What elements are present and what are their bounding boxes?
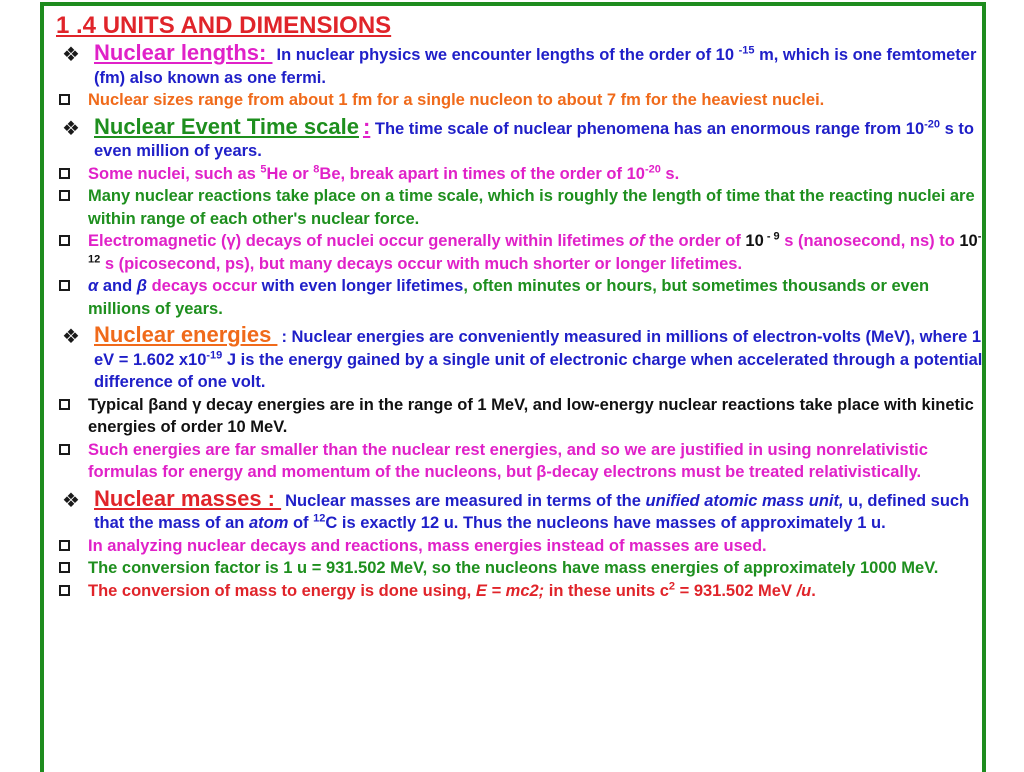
checkbox-icon: [59, 235, 70, 246]
heading-colon: :: [362, 113, 371, 139]
exponent: 2: [668, 580, 676, 592]
item-text: 10: [959, 232, 978, 250]
item-text: Some nuclei, such as: [88, 164, 261, 183]
slide-frame: [40, 2, 986, 772]
item-text: Such energies are far smaller than the nuclear rest energies, and so we are justified in using nonrelativistic formulas for energy and momentum of the nucleons, but β-decay electrons must be treated relativistically.: [88, 440, 928, 481]
alpha-symbol: α: [88, 277, 99, 295]
lead-text: : Nuclear energies are conveniently measured in millions of electron-volts (MeV), where 1 eV = 1.602 x10: [94, 328, 982, 369]
checkbox-icon: [59, 540, 70, 551]
four-diamond-icon: ❖: [62, 117, 80, 140]
section-heading: Nuclear lengths:: [94, 40, 273, 65]
item-text: with even longer lifetimes: [257, 277, 464, 295]
checkbox-icon: [59, 168, 70, 179]
item-text: Electromagnetic (γ) decays of nuclei occur generally within lifetimes: [88, 232, 629, 250]
checkbox-icon: [59, 444, 70, 455]
exponent: -20: [924, 118, 941, 130]
list-item: [56, 580, 986, 603]
checkbox-icon: [59, 562, 70, 573]
checkbox-icon: [59, 94, 70, 105]
checkbox-icon: [59, 190, 70, 201]
item-text: Typical βand γ decay energies are in the range of 1 MeV, and low-energy nuclear reactions take place with kinetic energies of order 10 MeV.: [88, 395, 974, 436]
section-heading: Nuclear energies: [94, 322, 278, 347]
lead-text: m, which is one femtometer (fm) also known as one fermi.: [94, 46, 977, 87]
lead-text: The time scale of nuclear phenomena has an enormous range from 10: [370, 119, 925, 138]
item-text: s (nanosecond, ns) to: [779, 232, 960, 250]
item-text: He or: [266, 164, 314, 183]
lead-text: s to even million of years.: [94, 119, 974, 160]
item-text: = 931.502 MeV: [675, 581, 797, 600]
list-item: [56, 275, 986, 320]
lead-text: u, defined such that the mass of an: [94, 491, 970, 532]
item-text: Be, break apart in times of the order of 10: [319, 164, 645, 183]
exponent: -20: [644, 163, 661, 175]
exponent: -15: [738, 44, 755, 57]
item-text: s.: [660, 164, 680, 183]
exponent: 8: [313, 163, 320, 175]
item-text: in these units c: [544, 581, 669, 600]
exponent: -19: [206, 349, 223, 361]
item-text: decays occur: [147, 277, 258, 295]
list-item: [56, 439, 986, 484]
four-diamond-icon: ❖: [62, 44, 80, 66]
list-item: [56, 394, 986, 439]
item-text: s (picosecond, ps), but many decays occur with much shorter or longer lifetimes.: [100, 254, 743, 273]
checkbox-icon: [59, 585, 70, 596]
exponent: -12: [88, 230, 982, 265]
item-text: .: [811, 581, 816, 600]
item-text: The conversion of mass to energy is done using,: [88, 581, 476, 600]
section-nuclear-lengths: [56, 42, 986, 89]
item-text: In analyzing nuclear decays and reactions, mass energies instead of masses are used.: [88, 536, 767, 555]
section-time-scale: [56, 113, 986, 163]
lead-text: In nuclear physics we encounter lengths of the order of 10: [276, 46, 739, 64]
section-lead: [94, 42, 986, 89]
item-text: of: [629, 232, 645, 250]
section-lead: [94, 485, 986, 535]
page-title: 1 .4 UNITS AND DIMENSIONS: [56, 12, 392, 39]
list-item: [56, 89, 986, 112]
item-text: Nuclear sizes range from about 1 fm for a single nucleon to about 7 fm for the heaviest nuclei.: [88, 91, 825, 109]
item-text: 10: [745, 232, 764, 250]
section-lead: [94, 113, 986, 163]
list-item: [56, 185, 986, 230]
item-text: the order of: [644, 232, 746, 250]
exponent: 12: [313, 512, 326, 525]
lead-text: atom: [248, 514, 289, 532]
lead-text: of: [288, 514, 314, 532]
slide-content: [56, 12, 986, 602]
section-heading: Nuclear masses :: [94, 485, 282, 511]
exponent: 5: [260, 163, 267, 175]
item-text: The conversion factor is 1 u = 931.502 MeV, so the nucleons have mass energies of approximately 1000 MeV.: [88, 559, 939, 577]
section-nuclear-masses: [56, 485, 986, 535]
four-diamond-icon: ❖: [62, 489, 80, 512]
list-item: [56, 230, 986, 275]
lead-text: C is exactly 12 u. Thus the nucleons have masses of approximately 1 u.: [325, 514, 886, 532]
item-text: and: [98, 277, 137, 295]
exponent: - 9: [763, 230, 780, 243]
item-text: /u: [796, 581, 812, 600]
checkbox-icon: [59, 280, 70, 291]
section-heading: Nuclear Event Time scale: [94, 113, 359, 139]
list-item: [56, 557, 986, 580]
lead-text: Nuclear masses are measured in terms of the: [285, 491, 646, 510]
list-item: [56, 163, 986, 186]
list-item: [56, 535, 986, 558]
section-nuclear-energies: [56, 324, 986, 394]
four-diamond-icon: ❖: [62, 326, 80, 348]
beta-symbol: β: [136, 277, 147, 295]
checkbox-icon: [59, 399, 70, 410]
item-text: Many nuclear reactions take place on a time scale, which is roughly the length of time that the reacting nuclei are within range of each other's nuclear force.: [88, 187, 975, 228]
equation: E = mc2;: [475, 581, 545, 600]
item-text: , often minutes or hours, but sometimes thousands or even millions of years.: [88, 277, 930, 318]
lead-text: J is the energy gained by a single unit of electronic charge when accelerated through a potential difference of one volt.: [94, 350, 983, 391]
lead-text: unified atomic mass unit,: [645, 491, 844, 510]
section-lead: [94, 324, 986, 394]
